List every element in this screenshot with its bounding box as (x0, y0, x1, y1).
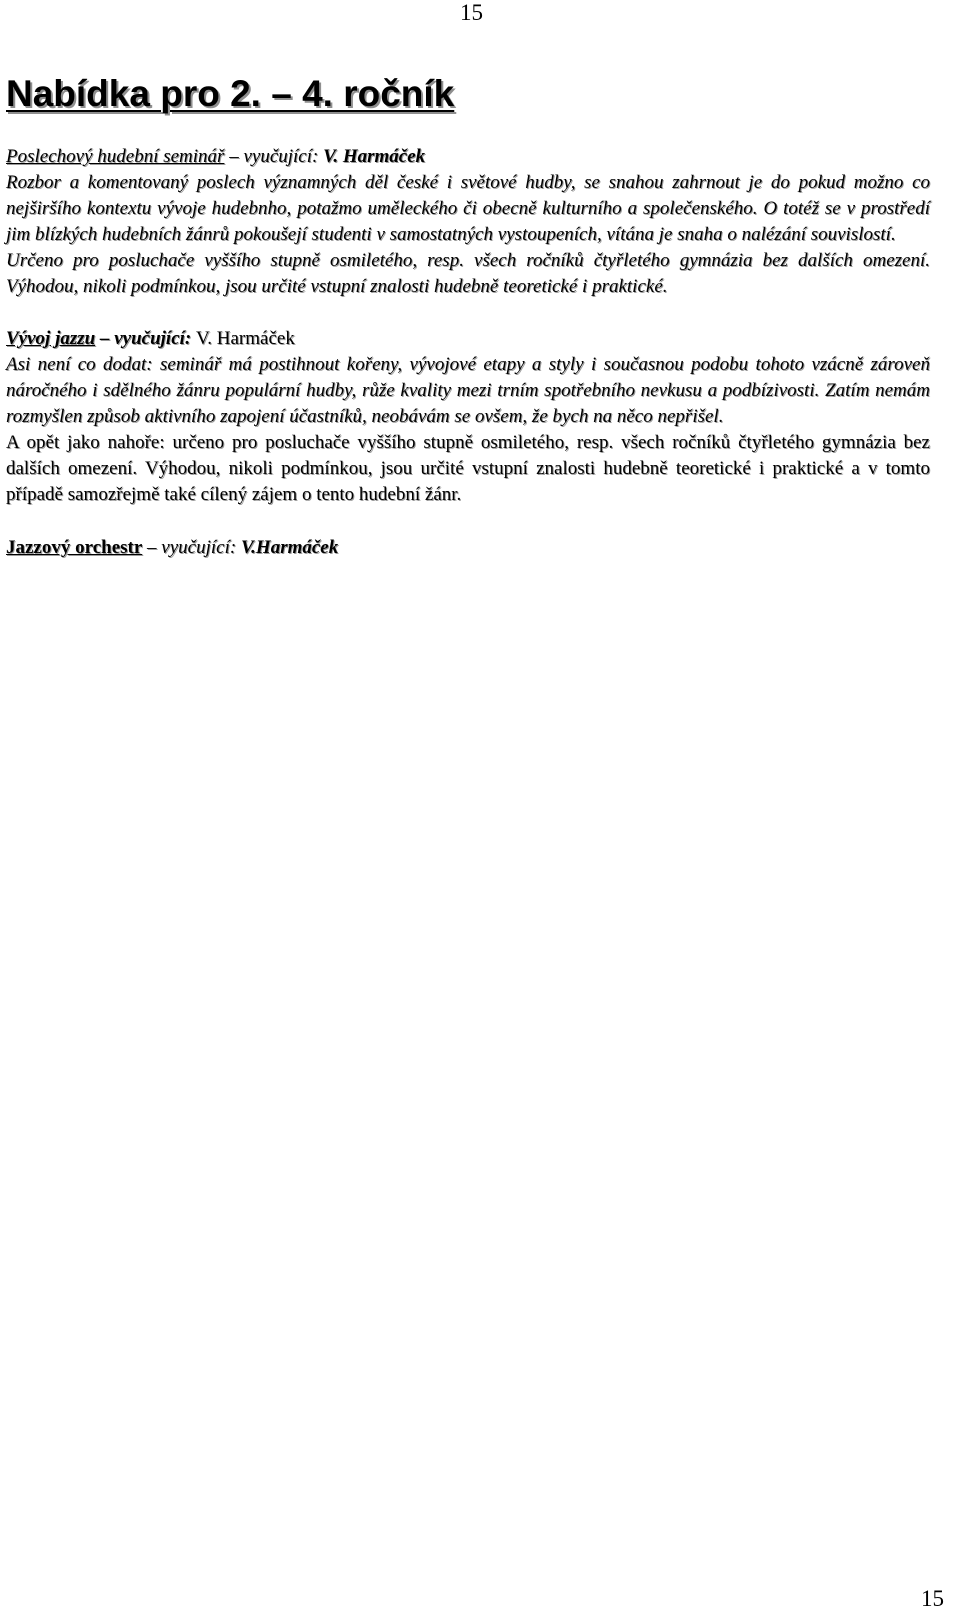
teacher-prefix: – vyučující: (224, 146, 324, 167)
section-note: Určeno pro posluchače vyššího stupně osmiletého, resp. všech ročníků čtyřletého gymnázia bez dalších omezení. Výhodou, nikoli podmínkou, jsou určité vstupní znalosti hudebně teoretické i praktické. (6, 250, 930, 297)
section-jazz-orchestra (6, 535, 930, 561)
section-note: A opět jako nahoře: určeno pro posluchače vyššího stupně osmiletého, resp. všech ročníků čtyřletého gymnázia bez dalších omezení. Výhodou, nikoli podmínkou, jsou určité vstupní znalosti hudebně teoretické i praktické a v tomto případě samozřejmě také cílený zájem o tento hudební žánr. (6, 432, 930, 505)
section-listening-seminar (6, 144, 930, 300)
page-number-top: 15 (460, 0, 483, 25)
page-number-bottom: 15 (921, 1586, 944, 1611)
page-title: Nabídka pro 2. – 4. ročník (6, 73, 455, 114)
section-heading: Vývoj jazzu (6, 328, 96, 349)
section-heading: Jazzový orchestr (6, 537, 143, 558)
section-spacer (6, 508, 930, 535)
section-jazz-history (6, 326, 930, 508)
section-description: Asi není co dodat: seminář má postihnout kořeny, vývojové etapy a styly i současnou podobu tohoto vzácně zároveň náročného i sdělného žánru populární hudby, růže kvality mezi trním spotřebního nevkusu a podbízivosti. Zatím nemám rozmyšlen způsob aktivního zapojení účastníků, neobávám se ovšem, že bych na něco nepřišel. (6, 354, 930, 427)
teacher-name: V.Harmáček (240, 537, 339, 558)
teacher-name: V. Harmáček (195, 328, 295, 349)
teacher-prefix: – vyučující: (95, 328, 196, 349)
section-heading-line (6, 535, 930, 561)
section-heading-line (6, 326, 930, 352)
section-spacer (6, 300, 930, 326)
section-description: Rozbor a komentovaný poslech významných děl české i světové hudby, se snahou zahrnout je do pokud možno co nejširšího kontextu vývoje hudebnho, potažmo uměleckého či obecně kulturního a společenského. O totéž se v prostředí jim blízkých hudebních žánrů pokoušejí studenti v samostatných vystoupeních, vítána je snaha o nalézání souvislostí. (6, 172, 930, 245)
teacher-name: V. Harmáček (323, 146, 426, 167)
document-body (6, 144, 930, 561)
teacher-prefix: – vyučující: (142, 537, 241, 558)
section-heading: Poslechový hudební seminář (6, 146, 225, 167)
section-heading-line (6, 144, 930, 170)
